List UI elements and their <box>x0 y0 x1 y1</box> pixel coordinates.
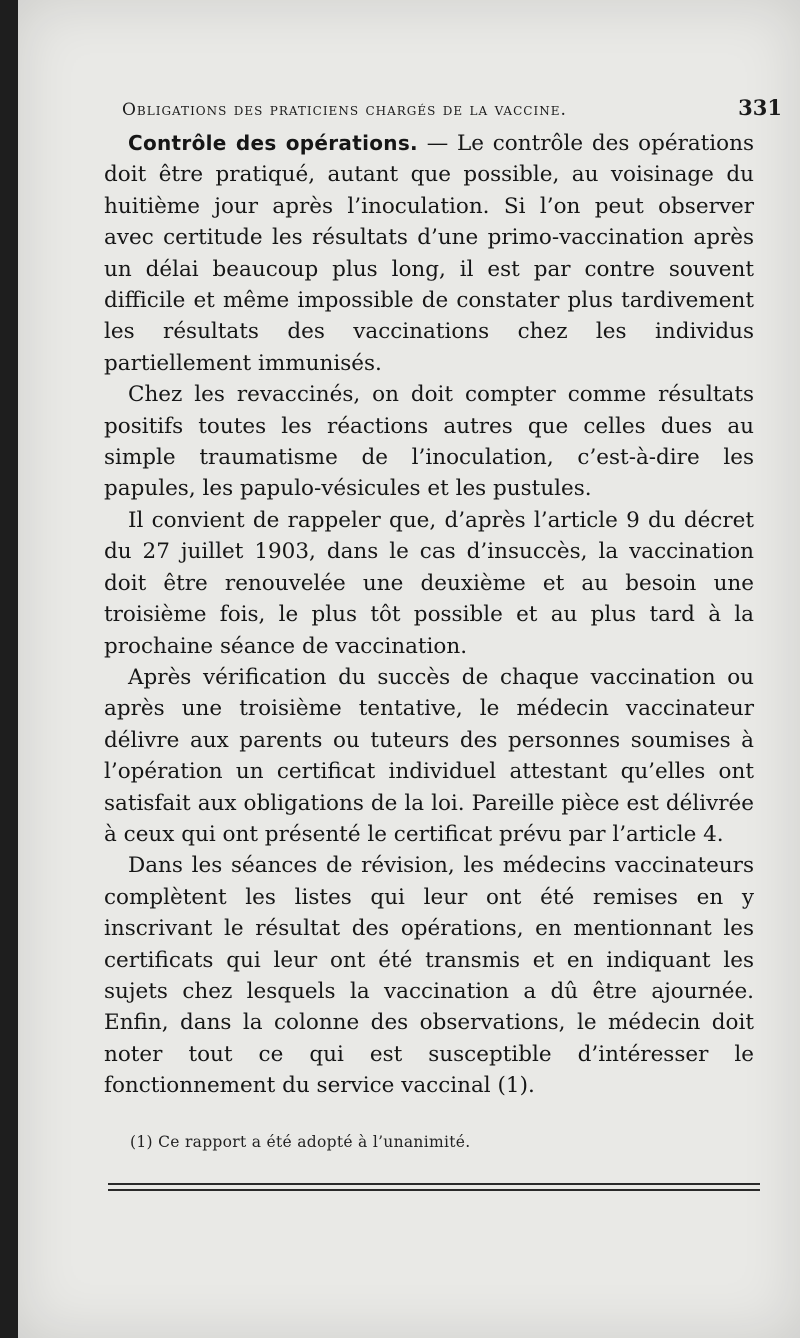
footnote: (1) Ce rapport a été adopté à l’unanimité. <box>130 1133 471 1151</box>
paragraph-5: Dans les séances de révision, les médecins vaccinateurs complètent les listes qui leur ont été remises en y inscrivant le résultat des opérations, en mentionnant les certificats qui leur ont été transmis et en indiquant les sujets chez lesquels la vaccination a dû être ajournée. Enfin, dans la colonne des observations, le médecin doit noter tout ce qui est susceptible d’intéresser le fonctionnement du service vaccinal (1). <box>104 853 754 1099</box>
page-number: 331 <box>738 95 782 120</box>
paragraph-4: Après vérification du succès de chaque vaccination ou après une troisième tentative, le médecin vaccinateur délivre aux parents ou tuteurs des personnes soumises à l’opération un certificat individuel attestant qu’elles ont satisfait aux obligations de la loi. Pareille pièce est délivrée à ceux qui ont présenté le certificat prévu par l’article 4. <box>104 664 754 847</box>
paragraph-3: Il convient de rappeler que, d’après l’article 9 du décret du 27 juillet 1903, dans le cas d’insuccès, la vaccination doit être renouvelée une deuxième et au besoin une troisième fois, le plus tôt possible et au plus tard à la prochaine séance de vaccination. <box>104 507 754 659</box>
paragraph-1 <box>104 128 754 379</box>
paragraph-text: Le contrôle des opérations doit être pratiqué, autant que possible, au voisinage du huitième jour après l’inoculation. Si l’on peut observer avec certitude les résultats d’une primo-vaccination après un délai beaucoup plus long, il est par contre souvent difficile et même impossible de constater plus tardivement les résultats des vaccinations chez les individus partiellement immunisés. <box>104 131 755 376</box>
section-heading: Contrôle des opérations. <box>128 131 418 155</box>
footer-rule-top <box>108 1183 760 1185</box>
page-header <box>122 95 782 120</box>
body-text <box>104 128 754 1102</box>
running-title: Obligations des praticiens chargés de la vaccine. <box>122 100 567 120</box>
paragraph-2: Chez les revaccinés, on doit compter comme résultats positifs toutes les réactions autres que celles dues au simple traumatisme de l’inoculation, c’est-à-dire les papules, les papulo-vésicules et les pustules. <box>104 382 754 502</box>
heading-dash: — <box>417 131 457 156</box>
footer-rule-bottom <box>108 1189 760 1191</box>
